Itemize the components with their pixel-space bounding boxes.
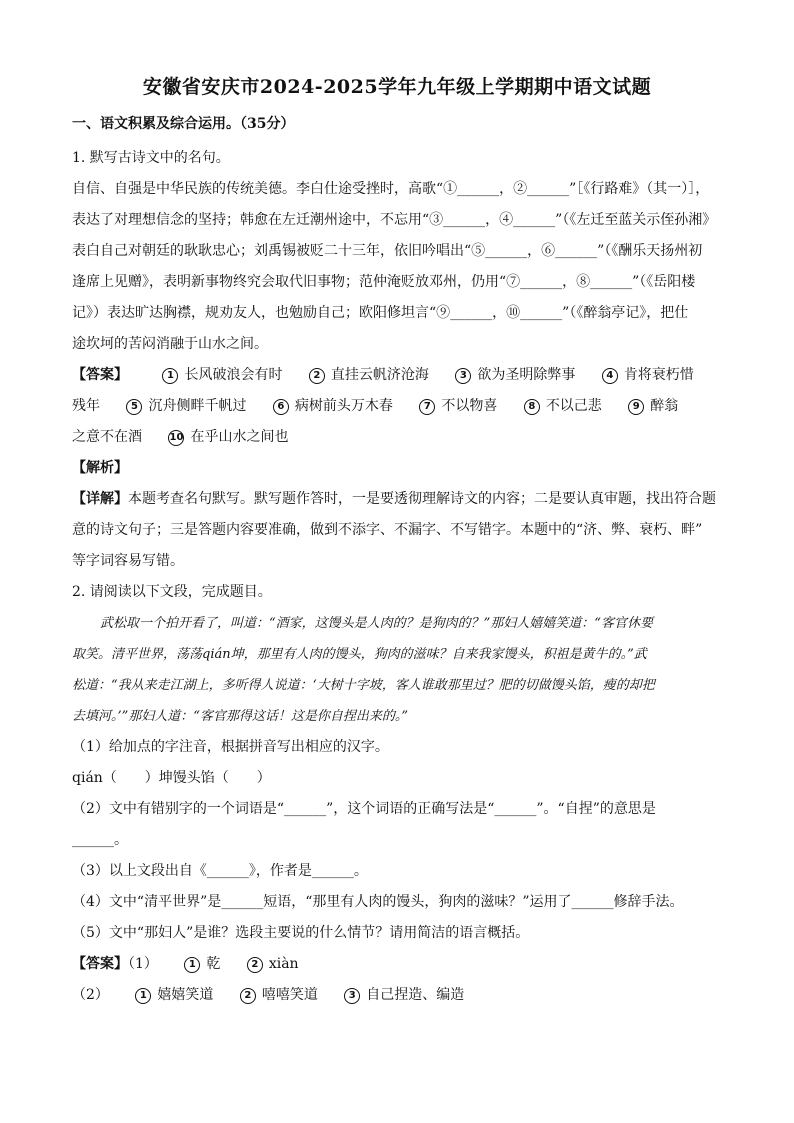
answer-text: 病树前头万木春 (294, 398, 393, 414)
circled-number: 5 (126, 399, 142, 415)
question-2-prompt: 2. 请阅读以下文段，完成题目。 (72, 584, 272, 600)
circled-number: 2 (309, 368, 325, 384)
circled-number: 9 (628, 399, 644, 415)
question-1-prompt: 1. 默写古诗文中的名句。 (72, 150, 230, 166)
answer-text: 不以物喜 (441, 398, 498, 414)
answer-text: 之意不在酒 (72, 429, 142, 445)
question-1-line: 自信、自强是中华民族的传统美德。李白仕途受挫时，高歌“①______，②______”［《行路难》（其一）］， (72, 181, 710, 197)
sub-question: （2）文中有错别字的一个词语是“______”，这个词语的正确写法是“______”。“自捏”的意思是 (72, 801, 656, 817)
sub-question: ______。 (72, 832, 128, 848)
answer-line (72, 422, 722, 453)
answer-text: 不以己悲 (545, 398, 602, 414)
answer-text: 欲为圣明除弊事 (477, 367, 576, 383)
answer-text: 肯将衰朽惜 (623, 367, 694, 383)
answer-text: 醉翁 (650, 398, 679, 414)
circled-number: 7 (419, 399, 435, 415)
sub-question: qián（ ）坤馒头馅（ ） (72, 770, 271, 786)
answer-line (72, 980, 722, 1011)
answer-text: 在乎山水之间也 (190, 429, 289, 445)
answer-text: 直挂云帆济沧海 (330, 367, 429, 383)
circled-number: 2 (247, 957, 263, 973)
answer-text: 嘻嘻笑道 (261, 987, 318, 1003)
section-heading: 一、语文积累及综合运用。（35分） (72, 116, 295, 132)
answer-label: 【答案】 (72, 367, 128, 383)
circled-number: 4 (602, 368, 618, 384)
question-1-line: 途坎坷的苦闷消融于山水之间。 (72, 336, 268, 352)
detail-line: 等字词容易写错。 (72, 553, 184, 569)
answer-prefix: （1） (128, 956, 158, 972)
passage-line: 取笑。清平世界，荡荡qián坤，那里有人肉的馒头，狗肉的滋味？自来我家馒头，积祖是黄牛的。”武 (72, 647, 647, 662)
circled-number: 1 (184, 957, 200, 973)
answer-prefix: （2） (72, 987, 109, 1003)
circled-number: 1 (135, 988, 151, 1004)
answer-text: 乾 (206, 956, 221, 972)
circled-number: 8 (524, 399, 540, 415)
sub-question: （4）文中“清平世界”是______短语，“那里有人肉的馒头，狗肉的滋味？”运用了______修辞手法。 (72, 894, 684, 910)
detail-line: 意的诗文句子；三是答题内容要准确，做到不添字、不漏字、不写错字。本题中的“济、弊、衰朽、畔” (72, 522, 703, 538)
sub-question: （5）文中“那妇人”是谁？选段主要说的什么情节？请用简洁的语言概括。 (72, 925, 530, 941)
passage-line: 松道：“我从来走江湖上，多听得人说道：‘大树十字坡，客人谁敢那里过？肥的切做馒头馅，瘦的却把 (72, 678, 655, 693)
sub-question: （1）给加点的字注音，根据拼音写出相应的汉字。 (72, 739, 389, 755)
sub-question: （3）以上文段出自《______》，作者是______。 (72, 863, 368, 879)
answer-text: 沉舟侧畔千帆过 (148, 398, 247, 414)
question-1-line: 逢席上见赠》，表明新事物终究会取代旧事物；范仲淹贬放邓州，仍用“⑦______，⑧______”（《岳阳楼 (72, 274, 696, 290)
detail-line (72, 484, 722, 515)
circled-number: 3 (455, 368, 471, 384)
question-1-line: 表达了对理想信念的坚持；韩愈在左迁潮州途中，不忘用“③______，④______”（《左迁至蓝关示侄孙湘》 (72, 212, 717, 228)
question-1-line: 表白自己对朝廷的耿耿忠心；刘禹锡被贬二十三年，依旧吟唱出“⑤______，⑥______”（《酬乐天扬州初 (72, 243, 703, 259)
detail-label: 【详解】 (72, 491, 128, 507)
answer-line (72, 360, 722, 391)
analysis-label: 【解析】 (72, 460, 128, 476)
question-1-line: 记》）表达旷达胸襟，规劝友人，也勉励自己；欧阳修坦言“⑨______，⑩______”（《醉翁亭记》，把仕 (72, 305, 689, 321)
answer-line (72, 949, 722, 980)
circled-number: 2 (240, 988, 256, 1004)
answer-label: 【答案】 (72, 956, 128, 972)
circled-number: 10 (168, 430, 184, 446)
page-title: 安徽省安庆市2024-2025学年九年级上学期期中语文试题 (142, 76, 652, 98)
detail-text: 本题考查名句默写。默写题作答时，一是要透彻理解诗文的内容；二是要认真审题，找出符合题 (128, 491, 716, 507)
answer-text: 残年 (72, 398, 100, 414)
passage-line: 去填河。’”那妇人道：“客官那得这话！这是你自捏出来的。” (72, 709, 409, 724)
circled-number: 1 (162, 368, 178, 384)
answer-line (72, 391, 722, 422)
answer-text: xiàn (268, 956, 299, 972)
passage-line: 武松取一个拍开看了，叫道：“酒家，这馒头是人肉的？是狗肉的？”那妇人嬉嬉笑道：“客官休要 (100, 616, 653, 631)
exam-page (72, 62, 722, 1011)
answer-text: 长风破浪会有时 (184, 367, 283, 383)
answer-text: 自己捏造、编造 (366, 987, 465, 1003)
answer-text: 嬉嬉笑道 (157, 987, 214, 1003)
circled-number: 3 (344, 988, 360, 1004)
circled-number: 6 (273, 399, 289, 415)
